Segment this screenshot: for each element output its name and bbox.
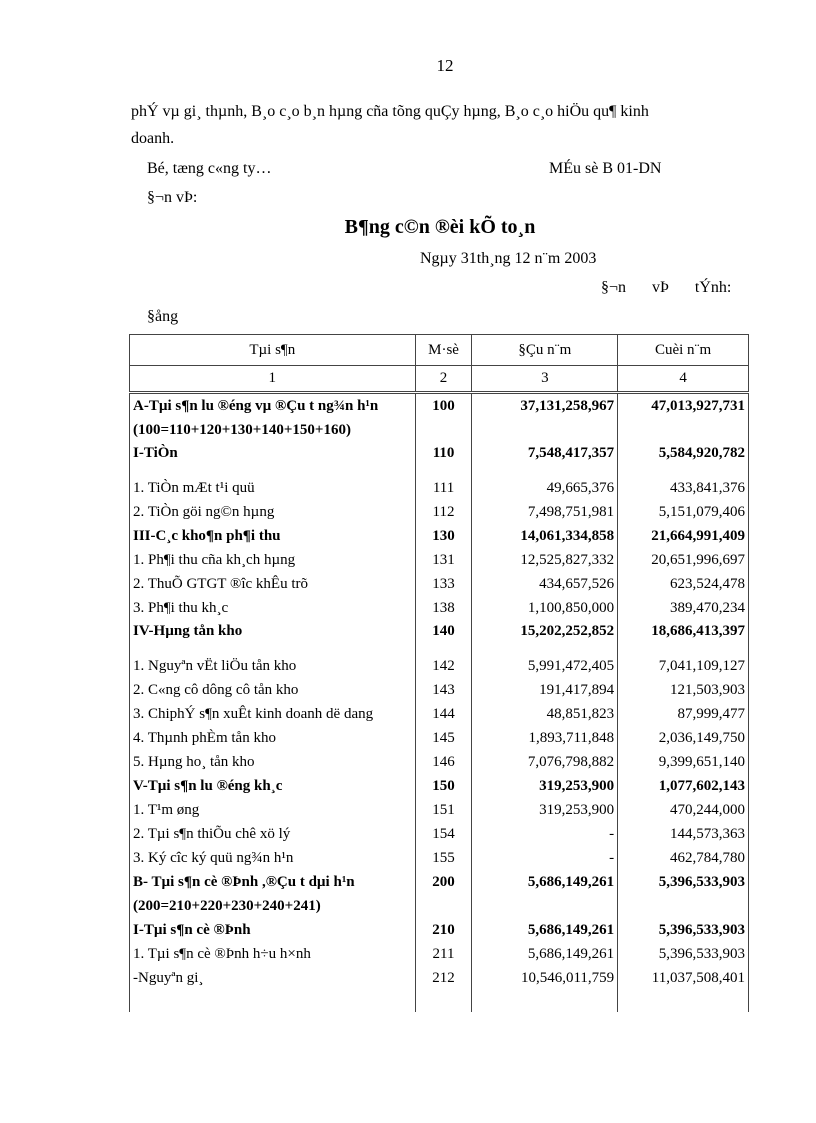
row-start-value: - — [472, 846, 618, 870]
column-number-row — [130, 366, 749, 393]
row-asset-name: IV-Hµng tån kho — [130, 620, 416, 654]
calculation-unit-label: §¬n vÞ tÝnh: — [601, 279, 732, 296]
row-start-value: 10,546,011,759 — [472, 966, 618, 990]
table-row — [130, 726, 749, 750]
table-row — [130, 418, 749, 442]
row-end-value: 121,503,903 — [618, 678, 749, 702]
row-start-value: 48,851,823 — [472, 702, 618, 726]
table-row-empty — [130, 990, 749, 1012]
row-code: 145 — [415, 726, 472, 750]
row-code: 131 — [415, 548, 472, 572]
row-end-value: 11,037,508,401 — [618, 966, 749, 990]
row-asset-name: 3. ChiphÝ s¶n xuÊt kinh doanh dë dang — [130, 702, 416, 726]
row-start-value: 14,061,334,858 — [472, 524, 618, 548]
row-code: 154 — [415, 822, 472, 846]
table-row — [130, 774, 749, 798]
row-code: 144 — [415, 702, 472, 726]
row-asset-name: 1. Tµi s¶n cè ®Þnh h÷u h×nh — [130, 942, 416, 966]
row-start-value: 5,686,149,261 — [472, 918, 618, 942]
row-code: 112 — [415, 500, 472, 524]
row-end-value: 21,664,991,409 — [618, 524, 749, 548]
table-row — [130, 442, 749, 476]
row-end-value: 144,573,363 — [618, 822, 749, 846]
row-start-value — [472, 418, 618, 442]
row-asset-name: 2. TiÒn göi ng©n hµng — [130, 500, 416, 524]
row-asset-name: A-Tµi s¶n lu ®éng vµ ®Çu t ng¾n h¹n — [130, 393, 416, 419]
intro-text-line: doanh. — [131, 130, 175, 147]
row-code: 111 — [415, 476, 472, 500]
company-label: Bé, tæng c«ng ty… — [147, 160, 272, 177]
row-asset-name: 5. Hµng ho¸ tån kho — [130, 750, 416, 774]
row-end-value: 2,036,149,750 — [618, 726, 749, 750]
row-code — [415, 418, 472, 442]
column-number: 2 — [415, 366, 472, 393]
column-number: 1 — [130, 366, 416, 393]
row-start-value: 7,548,417,357 — [472, 442, 618, 476]
row-end-value: 5,396,533,903 — [618, 870, 749, 894]
row-end-value: 7,041,109,127 — [618, 654, 749, 678]
document-title: B¶ng c©n ®èi kÕ to¸n — [344, 216, 536, 238]
row-asset-name: 1. Nguyªn vËt liÖu tån kho — [130, 654, 416, 678]
row-end-value: 9,399,651,140 — [618, 750, 749, 774]
unit-label: §¬n vÞ: — [147, 189, 198, 206]
row-start-value: 49,665,376 — [472, 476, 618, 500]
row-start-value: 1,893,711,848 — [472, 726, 618, 750]
row-start-value: 15,202,252,852 — [472, 620, 618, 654]
row-code — [415, 894, 472, 918]
table-row — [130, 393, 749, 419]
empty-cell — [130, 990, 416, 1012]
table-row — [130, 654, 749, 678]
table-row — [130, 846, 749, 870]
row-code: 212 — [415, 966, 472, 990]
row-start-value: 7,498,751,981 — [472, 500, 618, 524]
table-row — [130, 870, 749, 894]
row-end-value — [618, 894, 749, 918]
table-row — [130, 572, 749, 596]
row-asset-name: (200=210+220+230+240+241) — [130, 894, 416, 918]
row-start-value: 5,686,149,261 — [472, 870, 618, 894]
table-row — [130, 918, 749, 942]
row-start-value: 319,253,900 — [472, 774, 618, 798]
row-code: 133 — [415, 572, 472, 596]
empty-cell — [618, 990, 749, 1012]
row-start-value: 5,686,149,261 — [472, 942, 618, 966]
row-asset-name: I-TiÒn — [130, 442, 416, 476]
table-row — [130, 548, 749, 572]
row-end-value: 470,244,000 — [618, 798, 749, 822]
row-start-value: 12,525,827,332 — [472, 548, 618, 572]
row-end-value: 47,013,927,731 — [618, 393, 749, 419]
row-end-value: 5,396,533,903 — [618, 918, 749, 942]
row-asset-name: 1. TiÒn mÆt t¹i quü — [130, 476, 416, 500]
row-code: 210 — [415, 918, 472, 942]
row-end-value: 5,151,079,406 — [618, 500, 749, 524]
table-row — [130, 678, 749, 702]
row-code: 143 — [415, 678, 472, 702]
row-start-value: 191,417,894 — [472, 678, 618, 702]
row-code: 110 — [415, 442, 472, 476]
row-asset-name: 2. Tµi s¶n thiÕu chê xö lý — [130, 822, 416, 846]
table-row — [130, 750, 749, 774]
row-end-value: 18,686,413,397 — [618, 620, 749, 654]
row-code: 150 — [415, 774, 472, 798]
row-asset-name: 4. Thµnh phÈm tån kho — [130, 726, 416, 750]
row-end-value: 433,841,376 — [618, 476, 749, 500]
table-row — [130, 798, 749, 822]
row-start-value: - — [472, 822, 618, 846]
page-number: 12 — [436, 56, 454, 75]
row-end-value: 20,651,996,697 — [618, 548, 749, 572]
table-header-row — [130, 335, 749, 366]
row-end-value: 5,584,920,782 — [618, 442, 749, 476]
row-start-value — [472, 894, 618, 918]
row-asset-name: 1. T¹m øng — [130, 798, 416, 822]
row-asset-name: B- Tµi s¶n cè ®Þnh ,®Çu t dµi h¹n — [130, 870, 416, 894]
table-row — [130, 942, 749, 966]
row-asset-name: 1. Ph¶i thu cña kh¸ch hµng — [130, 548, 416, 572]
row-code: 142 — [415, 654, 472, 678]
row-code: 200 — [415, 870, 472, 894]
table-row — [130, 500, 749, 524]
row-asset-name: (100=110+120+130+140+150+160) — [130, 418, 416, 442]
report-date: Ngµy 31th¸ng 12 n¨m 2003 — [420, 250, 597, 267]
row-start-value: 319,253,900 — [472, 798, 618, 822]
header-code: M·sè — [415, 335, 472, 366]
table-row — [130, 596, 749, 620]
header-end-year: Cuèi n¨m — [618, 335, 749, 366]
empty-cell — [472, 990, 618, 1012]
row-start-value: 1,100,850,000 — [472, 596, 618, 620]
row-code: 151 — [415, 798, 472, 822]
balance-sheet-table — [129, 334, 749, 1012]
column-number: 3 — [472, 366, 618, 393]
row-code: 138 — [415, 596, 472, 620]
row-code: 130 — [415, 524, 472, 548]
row-end-value: 87,999,477 — [618, 702, 749, 726]
row-asset-name: I-Tµi s¶n cè ®Þnh — [130, 918, 416, 942]
row-start-value: 37,131,258,967 — [472, 393, 618, 419]
row-end-value: 623,524,478 — [618, 572, 749, 596]
table-row — [130, 476, 749, 500]
row-asset-name: 2. ThuÕ GTGT ®îc khÊu trõ — [130, 572, 416, 596]
table-row — [130, 966, 749, 990]
table-row — [130, 620, 749, 654]
header-start-year: §Çu n¨m — [472, 335, 618, 366]
table-row — [130, 524, 749, 548]
row-asset-name: -Nguyªn gi¸ — [130, 966, 416, 990]
row-code: 211 — [415, 942, 472, 966]
row-start-value: 5,991,472,405 — [472, 654, 618, 678]
currency-label: §ång — [147, 308, 179, 325]
row-asset-name: 3. Ký cîc ký quü ng¾n h¹n — [130, 846, 416, 870]
header-assets: Tµi s¶n — [130, 335, 416, 366]
row-code: 100 — [415, 393, 472, 419]
row-end-value: 5,396,533,903 — [618, 942, 749, 966]
table-row — [130, 822, 749, 846]
form-number: MÉu sè B 01-DN — [549, 160, 662, 177]
intro-text-line: phÝ vµ gi¸ thµnh, B¸o c¸o b¸n hµng cña tõng quÇy hµng, B¸o c¸o hiÖu qu¶ kinh — [131, 103, 649, 120]
empty-cell — [415, 990, 472, 1012]
row-code: 140 — [415, 620, 472, 654]
row-code: 155 — [415, 846, 472, 870]
row-asset-name: 2. C«ng cô dông cô tån kho — [130, 678, 416, 702]
table-row — [130, 702, 749, 726]
row-asset-name: 3. Ph¶i thu kh¸c — [130, 596, 416, 620]
row-code: 146 — [415, 750, 472, 774]
table-row — [130, 894, 749, 918]
row-end-value — [618, 418, 749, 442]
row-start-value: 434,657,526 — [472, 572, 618, 596]
row-asset-name: III-C¸c kho¶n ph¶i thu — [130, 524, 416, 548]
row-start-value: 7,076,798,882 — [472, 750, 618, 774]
column-number: 4 — [618, 366, 749, 393]
row-end-value: 389,470,234 — [618, 596, 749, 620]
row-end-value: 462,784,780 — [618, 846, 749, 870]
row-end-value: 1,077,602,143 — [618, 774, 749, 798]
row-asset-name: V-Tµi s¶n lu ®éng kh¸c — [130, 774, 416, 798]
